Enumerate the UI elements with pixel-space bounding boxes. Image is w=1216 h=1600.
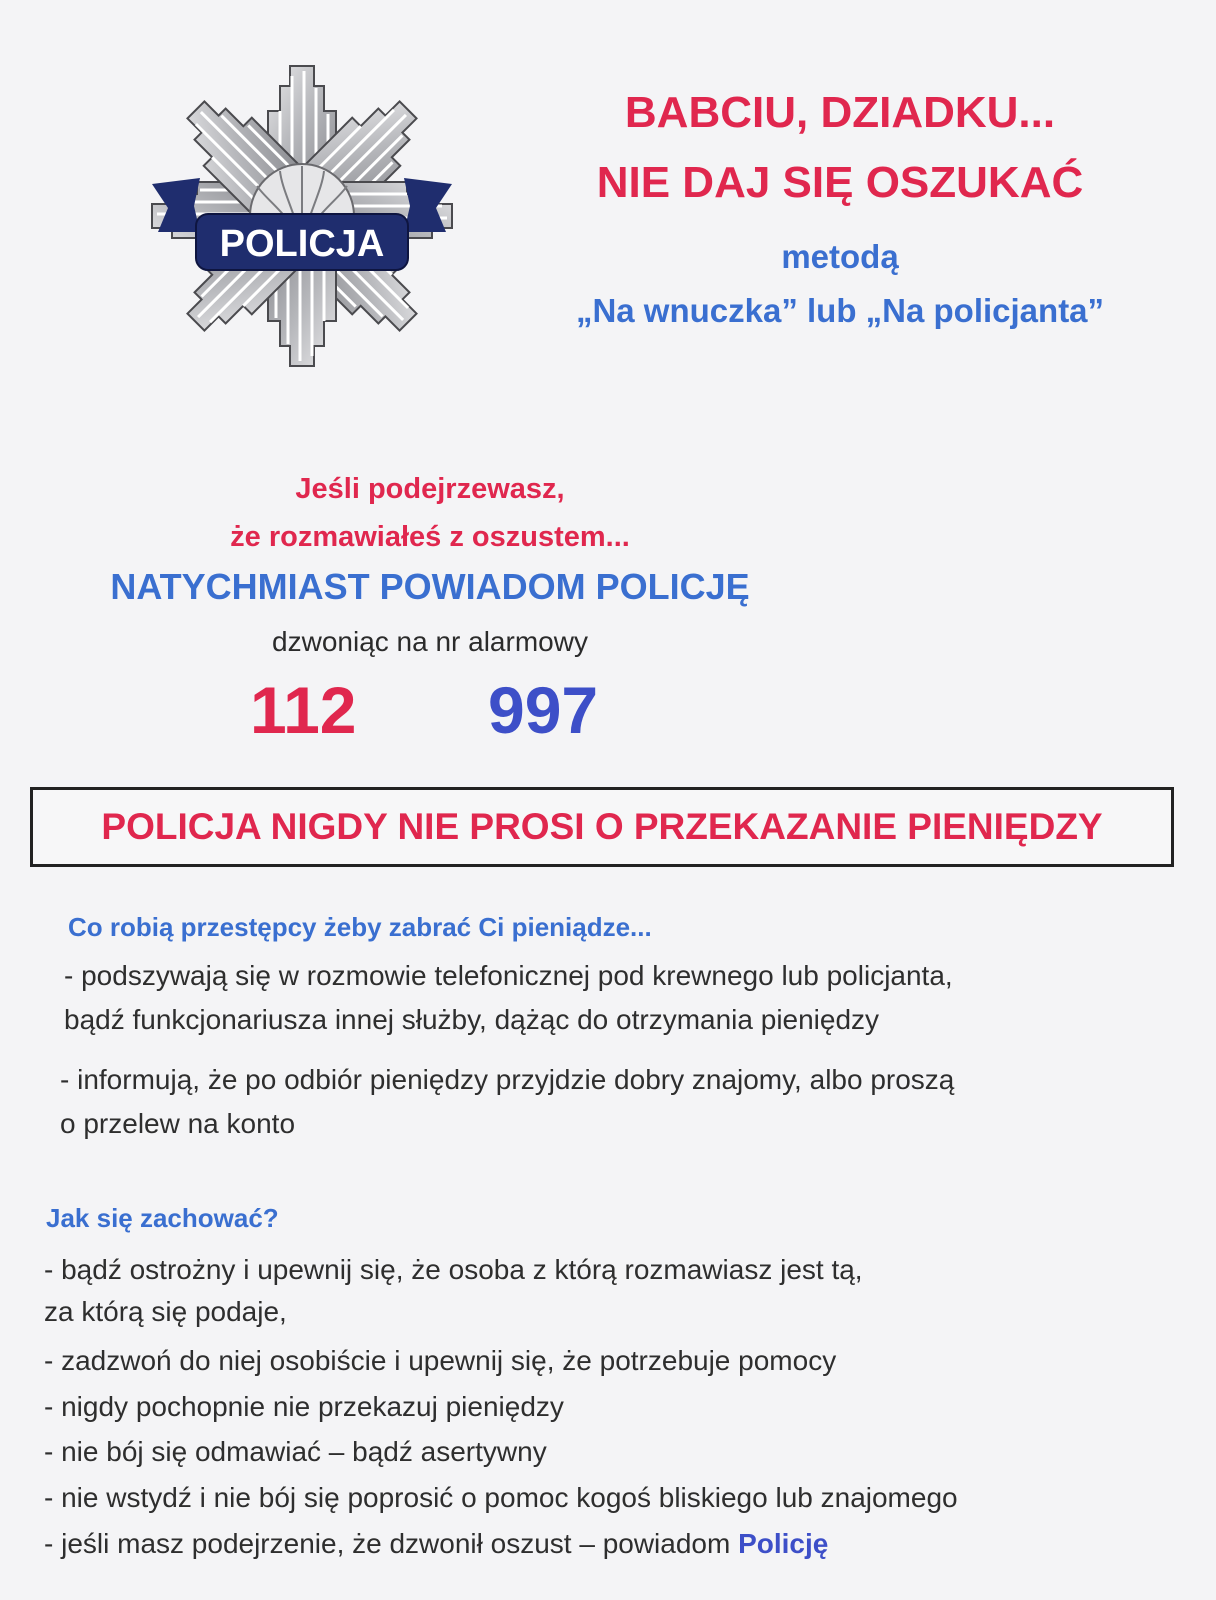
- emergency-number-hint: dzwoniąc na nr alarmowy: [272, 626, 588, 657]
- headline-line-2: NIE DAJ SIĘ OSZUKAĆ: [596, 158, 1084, 207]
- suspicion-line-2: że rozmawiałeś z oszustem...: [230, 521, 630, 553]
- headline-line-1: BABCIU, DZIADKU...: [624, 88, 1056, 137]
- advice-line: - nie bój się odmawiać – bądź asertywny: [44, 1436, 547, 1467]
- advice-line: - zadzwoń do niej osobiście i upewnij się, że potrzebuje pomocy: [44, 1345, 837, 1376]
- criminals-line: bądź funkcjonariusza innej służby, dążąc do otrzymania pieniędzy: [64, 1004, 880, 1035]
- advice-line-text: - jeśli masz podejrzenie, że dzwonił oszust – powiadom: [44, 1528, 739, 1559]
- section-title-behaviour: Jak się zachować?: [46, 1203, 279, 1233]
- warning-text: POLICJA NIGDY NIE PROSI O PRZEKAZANIE PIENIĘDZY: [101, 806, 1103, 847]
- emergency-number-112: 112: [250, 673, 357, 747]
- police-star-logo: [122, 36, 482, 396]
- advice-line: - nigdy pochopnie nie przekazuj pieniędzy: [44, 1391, 564, 1422]
- advice-line: - bądź ostrożny i upewnij się, że osoba z którą rozmawiasz jest tą,: [44, 1254, 863, 1285]
- headline-method-names: „Na wnuczka” lub „Na policjanta”: [575, 292, 1105, 329]
- suspicion-line-1: Jeśli podejrzewasz,: [295, 473, 565, 505]
- headline-method-label: metodą: [781, 238, 899, 275]
- criminals-line: o przelew na konto: [60, 1108, 296, 1139]
- advice-line: - nie wstydź i nie bój się poprosić o pomoc kogoś bliskiego lub znajomego: [44, 1482, 958, 1513]
- criminals-line: - podszywają się w rozmowie telefonicznej pod krewnego lub policjanta,: [64, 960, 953, 991]
- call-to-action: NATYCHMIAST POWIADOM POLICJĘ: [110, 566, 750, 607]
- advice-line: za którą się podaje,: [44, 1296, 287, 1327]
- police-word: Policję: [738, 1528, 829, 1559]
- logo-text: POLICJA: [219, 223, 385, 265]
- advice-line-last: [44, 1528, 828, 1560]
- emergency-number-997: 997: [488, 673, 599, 747]
- section-title-criminals: Co robią przestępcy żeby zabrać Ci pieniądze...: [68, 912, 652, 942]
- criminals-line: - informują, że po odbiór pieniędzy przyjdzie dobry znajomy, albo proszą: [60, 1064, 955, 1095]
- warning-box: [30, 787, 1174, 867]
